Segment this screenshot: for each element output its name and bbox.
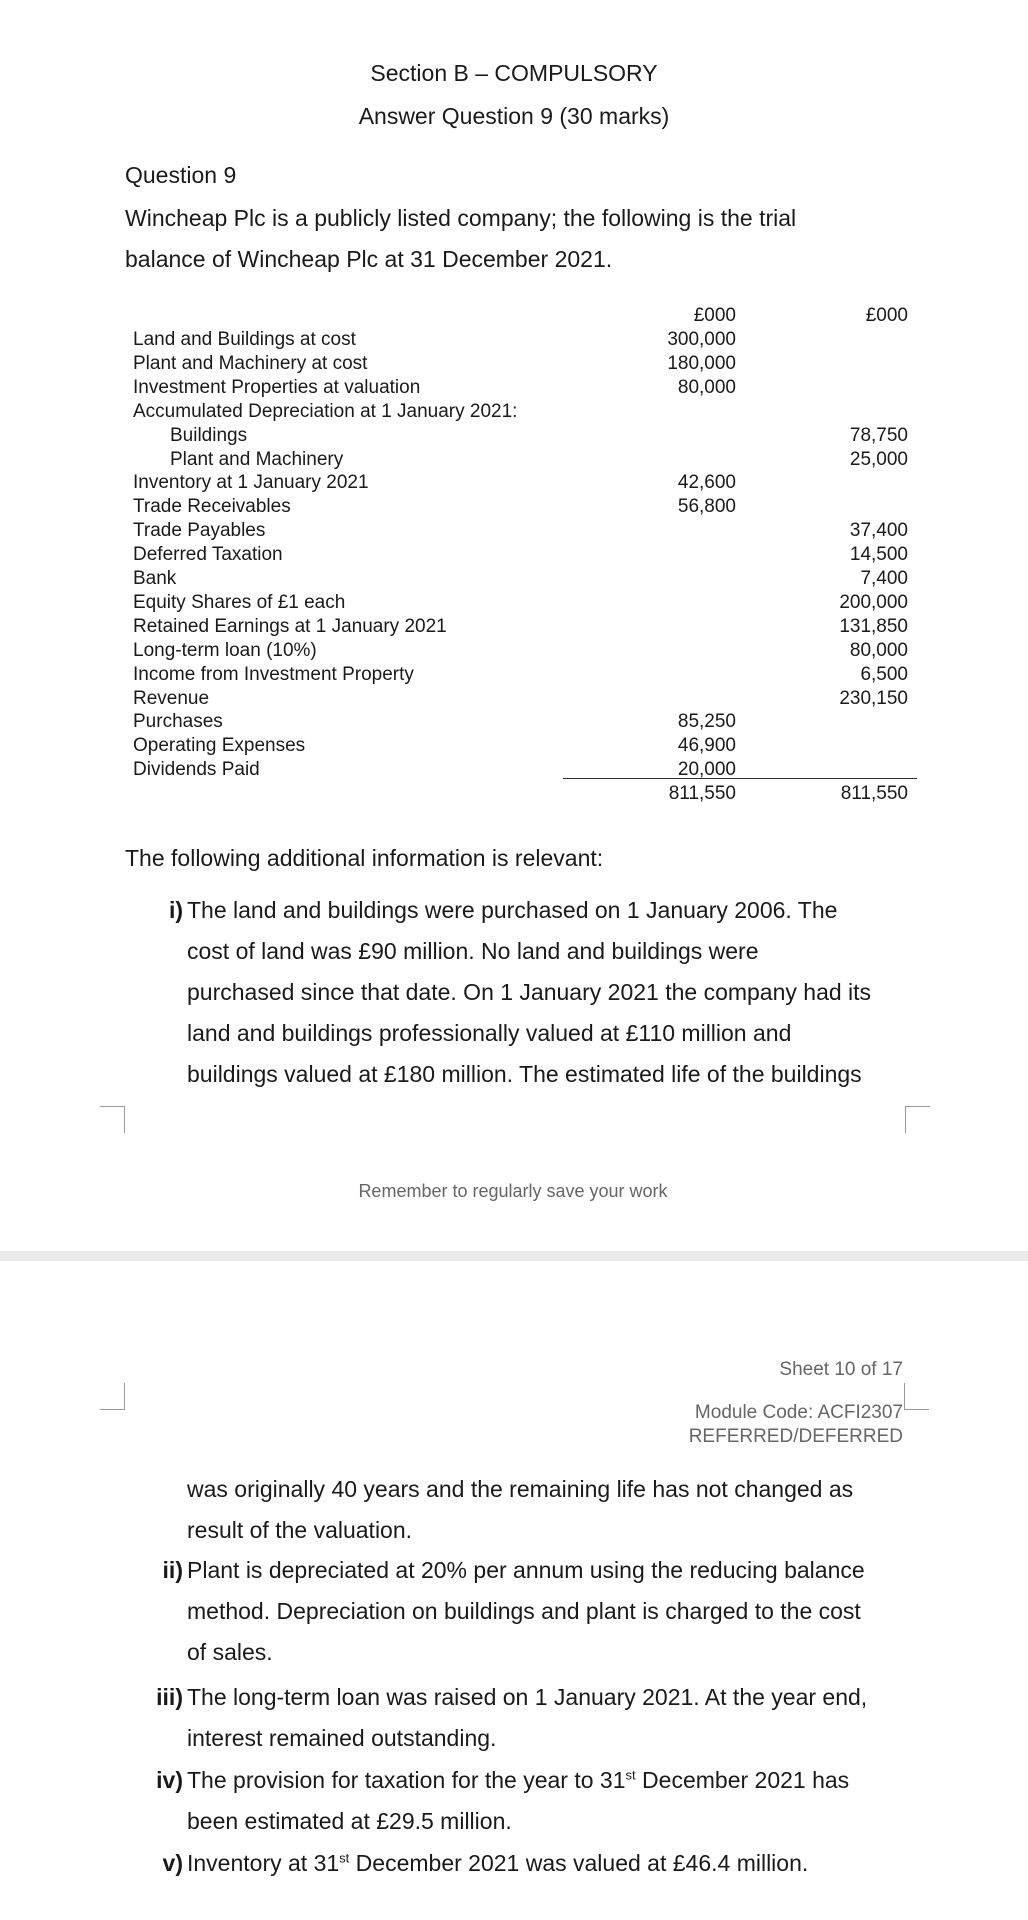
row-debit: 85,250 [677, 711, 736, 732]
debit-column-header: £000 [693, 305, 736, 326]
row-credit: 78,750 [849, 425, 908, 446]
note-label: iv) [156, 1767, 183, 1793]
row-debit: 42,600 [677, 472, 736, 493]
note-iii [125, 1677, 925, 1761]
row-credit: 6,500 [860, 664, 908, 685]
note-text [187, 1469, 927, 1551]
note-line [187, 1843, 927, 1884]
ordinal-suffix: st [625, 1767, 636, 1783]
row-debit: 46,900 [677, 735, 736, 756]
module-code: Module Code: ACFI2307 [694, 1402, 903, 1423]
note-text [187, 890, 927, 1095]
row-label: Inventory at 1 January 2021 [133, 472, 369, 493]
note-text [187, 1843, 927, 1884]
note-v [125, 1843, 925, 1885]
note-line: The land and buildings were purchased on 1 January 2006. The [187, 897, 838, 923]
note-text [187, 1550, 927, 1673]
row-label: Long-term loan (10%) [133, 640, 317, 661]
module-info [689, 1401, 903, 1449]
row-debit: 56,800 [677, 496, 736, 517]
ordinal-suffix: st [339, 1850, 350, 1866]
row-label: Bank [133, 568, 177, 589]
row-label: Operating Expenses [133, 735, 306, 756]
note-line: was originally 40 years and the remaining life has not changed as [187, 1476, 854, 1502]
note-i-continued [125, 1469, 925, 1553]
row-label: Trade Receivables [133, 496, 291, 517]
note-text [187, 1677, 927, 1759]
sheet-number: Sheet 10 of 17 [779, 1359, 903, 1380]
note-i [125, 890, 925, 1100]
row-debit: 20,000 [677, 759, 736, 780]
note-line: method. Depreciation on buildings and plant is charged to the cost [187, 1598, 861, 1624]
crop-mark [100, 1106, 125, 1133]
note-line: land and buildings professionally valued at £110 million and [187, 1020, 792, 1046]
row-credit: 131,850 [839, 616, 908, 637]
row-credit: 25,000 [849, 449, 908, 470]
note-iv [125, 1760, 925, 1844]
row-credit: 14,500 [849, 544, 908, 565]
question-label: Question 9 [125, 162, 237, 188]
row-debit: 300,000 [667, 329, 736, 350]
intro-line: balance of Wincheap Plc at 31 December 2021. [125, 246, 613, 272]
row-label: Plant and Machinery [170, 449, 344, 470]
page-separator [0, 1251, 1028, 1261]
crop-mark [904, 1383, 929, 1410]
row-label: Dividends Paid [133, 759, 260, 780]
note-label: i) [168, 897, 183, 923]
note-line: of sales. [187, 1639, 273, 1665]
note-label: ii) [162, 1557, 183, 1583]
note-text [187, 1760, 927, 1842]
module-status: REFERRED/DEFERRED [688, 1426, 903, 1447]
row-label: Accumulated Depreciation at 1 January 2021: [133, 401, 518, 422]
note-text-span: The provision for taxation for the year to 31 [187, 1767, 626, 1793]
total-debit: 811,550 [668, 783, 736, 804]
trial-balance-table [0, 0, 1028, 820]
crop-mark [905, 1106, 930, 1133]
section-subtitle: Answer Question 9 (30 marks) [358, 103, 670, 129]
row-label: Revenue [133, 688, 210, 709]
row-credit: 7,400 [860, 568, 908, 589]
row-credit: 80,000 [849, 640, 908, 661]
row-label: Trade Payables [133, 520, 266, 541]
row-label: Investment Properties at valuation [133, 377, 421, 398]
note-ii [125, 1550, 925, 1676]
row-debit: 180,000 [667, 353, 736, 374]
note-line: interest remained outstanding. [187, 1725, 497, 1751]
note-text-span: December 2021 was valued at £46.4 million. [349, 1850, 809, 1876]
note-line: purchased since that date. On 1 January 2021 the company had its [187, 979, 872, 1005]
credit-column-header: £000 [865, 305, 908, 326]
crop-mark [100, 1383, 125, 1410]
row-label: Land and Buildings at cost [133, 329, 356, 350]
row-debit: 80,000 [677, 377, 736, 398]
note-line: cost of land was £90 million. No land and buildings were [187, 938, 759, 964]
row-label: Deferred Taxation [133, 544, 283, 565]
row-label: Plant and Machinery at cost [133, 353, 368, 374]
additional-info-heading: The following additional information is relevant: [125, 845, 604, 871]
note-label: iii) [156, 1684, 183, 1710]
row-label: Purchases [133, 711, 223, 732]
note-line: Plant is depreciated at 20% per annum using the reducing balance [187, 1557, 865, 1583]
note-text-span: Inventory at 31 [187, 1850, 340, 1876]
note-line: buildings valued at £180 million. The estimated life of the buildings [187, 1061, 862, 1087]
row-label: Income from Investment Property [133, 664, 414, 685]
note-line [187, 1760, 927, 1801]
row-label: Equity Shares of £1 each [133, 592, 346, 613]
total-rule [563, 778, 917, 779]
note-line: result of the valuation. [187, 1517, 413, 1543]
footer-reminder: Remember to regularly save your work [358, 1181, 668, 1201]
intro-line: Wincheap Plc is a publicly listed company; the following is the trial [125, 205, 797, 231]
row-label: Buildings [170, 425, 248, 446]
note-label: v) [162, 1850, 183, 1876]
note-line: been estimated at £29.5 million. [187, 1808, 512, 1834]
note-text-span: December 2021 has [635, 1767, 850, 1793]
total-credit: 811,550 [840, 783, 908, 804]
note-line: The long-term loan was raised on 1 January 2021. At the year end, [187, 1684, 868, 1710]
row-credit: 200,000 [839, 592, 908, 613]
section-title: Section B – COMPULSORY [370, 60, 658, 86]
row-credit: 230,150 [839, 688, 908, 709]
row-label: Retained Earnings at 1 January 2021 [133, 616, 447, 637]
row-credit: 37,400 [849, 520, 908, 541]
